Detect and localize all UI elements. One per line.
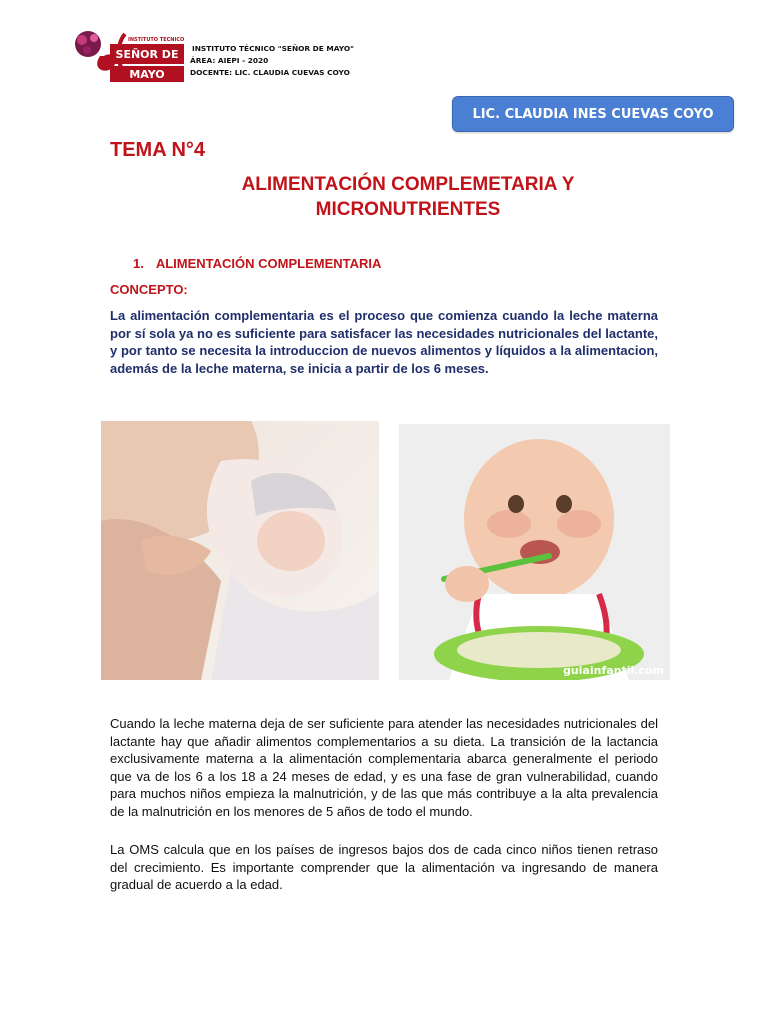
concepto-label: CONCEPTO: <box>110 282 188 297</box>
baby-eating-photo <box>399 424 670 680</box>
section-number: 1. <box>133 256 144 271</box>
author-name-box: LIC. CLAUDIA INES CUEVAS COYO <box>452 96 734 132</box>
body-paragraph-2: La OMS calcula que en los países de ingresos bajos dos de cada cinco niños tienen retraso del crecimiento. Es importante comprender que la alimentación va ingresando de manera gradual de acuerdo a la edad. <box>110 842 658 893</box>
definition-paragraph: La alimentación complementaria es el proceso que comienza cuando la leche materna por sí sola ya no es suficiente para satisfacer las necesidades nutricionales del lactante, y por tanto se necesita la introduccion de nuevos alimentos y líquidos a la alimentacion, además de la leche materna, se inicia a partir de los 6 meses. <box>110 308 658 376</box>
breastfeeding-photo <box>101 421 379 680</box>
photo-watermark: guiainfantil.com <box>562 664 664 677</box>
logo-text-mid: SEÑOR DE <box>115 48 179 61</box>
institute-name: INSTITUTO TÉCNICO "SEÑOR DE MAYO" <box>192 44 355 53</box>
docente-line: DOCENTE: LIC. CLAUDIA CUEVAS COYO <box>190 68 350 77</box>
logo-text-top: INSTITUTO TECNICO <box>128 37 185 43</box>
tema-number: TEMA N°4 <box>110 139 206 161</box>
section-heading <box>133 256 381 271</box>
institute-logo <box>70 26 188 84</box>
title-line-1: ALIMENTACIÓN COMPLEMETARIA Y <box>241 174 575 195</box>
page-title <box>150 172 666 222</box>
area-line: ÁREA: AIEPI - 2020 <box>190 56 269 65</box>
title-line-2: MICRONUTRIENTES <box>315 199 501 220</box>
institute-info <box>190 43 354 79</box>
logo-text-bottom: MAYO <box>129 68 165 81</box>
body-paragraph-1: Cuando la leche materna deja de ser suficiente para atender las necesidades nutricionales del lactante hay que añadir alimentos complementarios a su dieta. La transición de la lactancia exclusivamente materna a la alimentación complementaria abarca generalmente el periodo que va de los 6 a los 18 a 24 meses de edad, y es una fase de gran vulnerabilidad, cuando para muchos niños empieza la malnutrición, y de las que más contribuye a la alta prevalencia de la malnutrición en los menores de 5 años de todo el mundo. <box>110 716 658 819</box>
section-title: ALIMENTACIÓN COMPLEMENTARIA <box>155 256 382 271</box>
